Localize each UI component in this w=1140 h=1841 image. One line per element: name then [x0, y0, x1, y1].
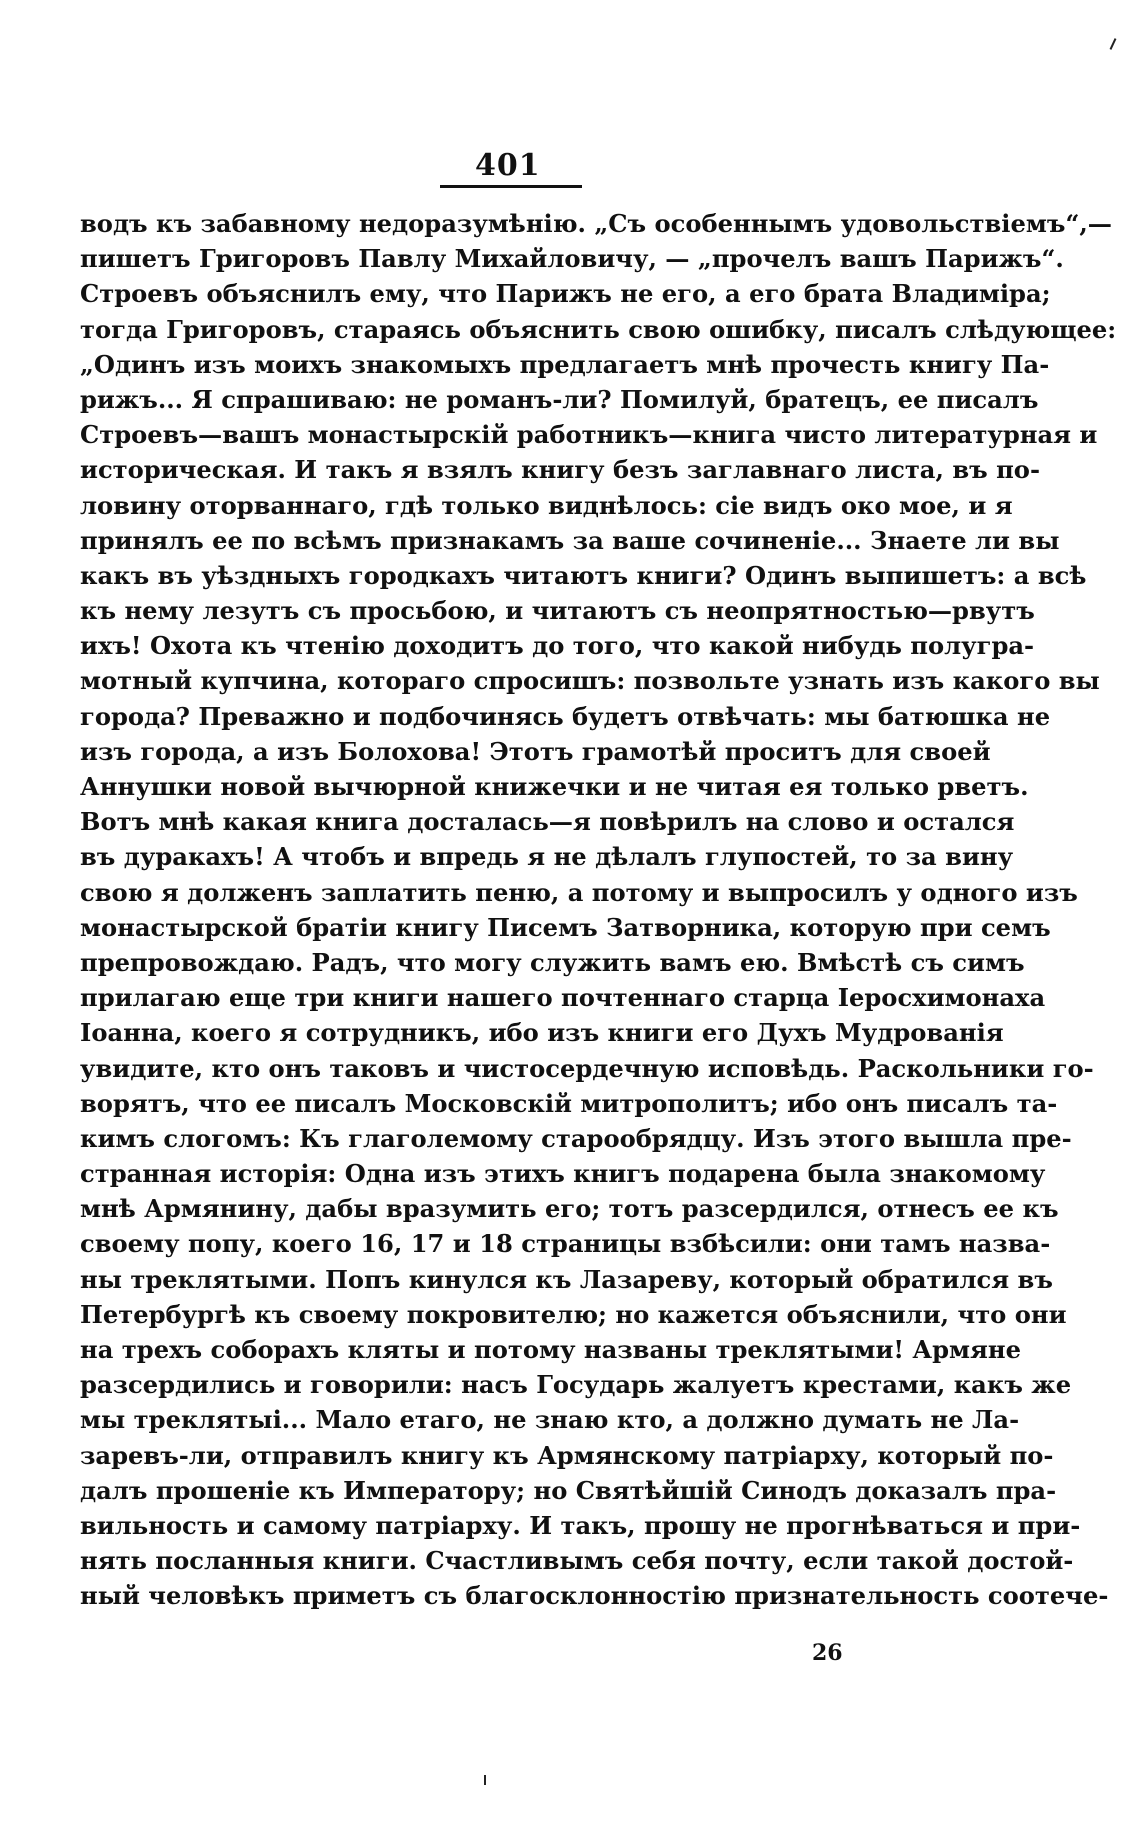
text-line: ны треклятыми. Попъ кинулся къ Лазареву, который обратился въ [80, 1264, 1053, 1294]
text-line: пишетъ Григоровъ Павлу Михайловичу, — „прочелъ вашъ Парижъ“. [80, 244, 1064, 274]
text-line: Аннушки новой вычюрной книжечки и не читая ея только рветъ. [80, 772, 1029, 801]
header-rule [440, 185, 582, 188]
text-line: Вотъ мнѣ какая книга досталась—я повѣрилъ на слово и остался [80, 807, 1015, 837]
text-line: заревъ-ли, отправилъ книгу къ Армянскому патріарху, который по- [80, 1440, 1054, 1470]
body-text [80, 206, 1117, 1614]
text-line: историческая. И такъ я взялъ книгу безъ заглавнаго листа, въ по- [80, 455, 1040, 485]
text-line: свою я долженъ заплатить пеню, а потому и выпросилъ у одного изъ [80, 877, 1078, 907]
text-line: „Одинъ изъ моихъ знакомыхъ предлагаетъ мнѣ прочесть книгу Па- [80, 349, 1050, 379]
text-line: странная исторія: Одна изъ этихъ книгъ подарена была знакомому [80, 1159, 1046, 1189]
text-line: монастырской братіи книгу Писемъ Затворника, которую при семъ [80, 912, 1051, 942]
text-line: мы треклятыі... Мало етаго, не знаю кто, а должно думать не Ла- [80, 1405, 1020, 1435]
text-line: далъ прошеніе къ Императору; но Святѣйшій Синодъ доказалъ пра- [80, 1475, 1057, 1505]
text-line: увидите, кто онъ таковъ и чистосердечную исповѣдь. Раскольники го- [80, 1053, 1094, 1083]
margin-mark [1110, 38, 1117, 50]
text-line: какъ въ уѣздныхъ городкахъ читаютъ книги? Одинъ выпишетъ: а всѣ [80, 560, 1087, 590]
text-line: ловину оторваннаго, гдѣ только виднѣлось: сіе видъ око мое, и я [80, 490, 1013, 520]
text-line: мнѣ Армянину, дабы вразумить его; тотъ разсердился, отнесъ ее къ [80, 1194, 1059, 1224]
text-line: нять посланныя книги. Счастливымъ себя почту, если такой достой- [80, 1546, 1074, 1576]
text-line: Строевъ объяснилъ ему, что Парижъ не его, а его брата Владиміра; [80, 279, 1051, 309]
text-line: разсердились и говорили: насъ Государь жалуетъ крестами, какъ же [80, 1370, 1072, 1400]
page-number: 401 [475, 148, 541, 183]
text-line: города? Преважно и подбочинясь будетъ отвѣчать: мы батюшка не [80, 701, 1051, 731]
text-line: Іоанна, коего я сотрудникъ, ибо изъ книги его Духъ Мудрованія [80, 1018, 1004, 1048]
text-line: тогда Григоровъ, стараясь объяснить свою ошибку, писалъ слѣдующее: [80, 314, 1117, 344]
text-line: ихъ! Охота къ чтенію доходитъ до того, что какой нибудь полугра- [80, 631, 1035, 661]
text-line: мотный купчина, котораго спросишъ: позвольте узнать изъ какого вы [80, 666, 1100, 696]
text-line: на трехъ соборахъ кляты и потому названы треклятыми! Армяне [80, 1335, 1022, 1364]
text-line: принялъ ее по всѣмъ признакамъ за ваше сочиненіе... Знаете ли вы [80, 525, 1060, 555]
signature-mark: 26 [812, 1640, 843, 1666]
text-line: водъ къ забавному недоразумѣнію. „Съ особеннымъ удовольствіемъ“,— [80, 209, 1112, 238]
text-line: къ нему лезутъ съ просьбою, и читаютъ съ неопрятностью—рвутъ [80, 596, 1035, 626]
margin-mark [484, 1775, 486, 1785]
text-line: прилагаю еще три книги нашего почтеннаго старца Іеросхимонаха [80, 983, 1046, 1013]
text-line: вильность и самому патріарху. И такъ, прошу не прогнѣваться и при- [80, 1510, 1081, 1540]
text-line: кимъ слогомъ: Къ глаголемому старообрядцу. Изъ этого вышла пре- [80, 1123, 1072, 1153]
text-line: изъ города, а изъ Болохова! Этотъ грамотѣй проситъ для своей [80, 736, 991, 766]
text-line: препровождаю. Радъ, что могу служить вамъ ею. Вмѣстѣ съ симъ [80, 947, 1025, 977]
text-line: своему попу, коего 16, 17 и 18 страницы взбѣсили: они тамъ назва- [80, 1229, 1051, 1259]
text-line: рижъ... Я спрашиваю: не романъ-ли? Помилуй, братецъ, ее писалъ [80, 384, 1039, 414]
text-line: въ дуракахъ! А чтобъ и впредь я не дѣлалъ глупостей, то за вину [80, 842, 1014, 872]
text-line: Петербургѣ къ своему покровителю; но кажется объяснили, что они [80, 1299, 1067, 1329]
text-line: ный человѣкъ приметъ съ благосклонностію признательность соотече- [80, 1581, 1109, 1611]
text-line: Строевъ—вашъ монастырскій работникъ—книга чисто литературная и [80, 420, 1098, 450]
text-line: ворятъ, что ее писалъ Московскій митрополитъ; ибо онъ писалъ та- [80, 1088, 1058, 1118]
